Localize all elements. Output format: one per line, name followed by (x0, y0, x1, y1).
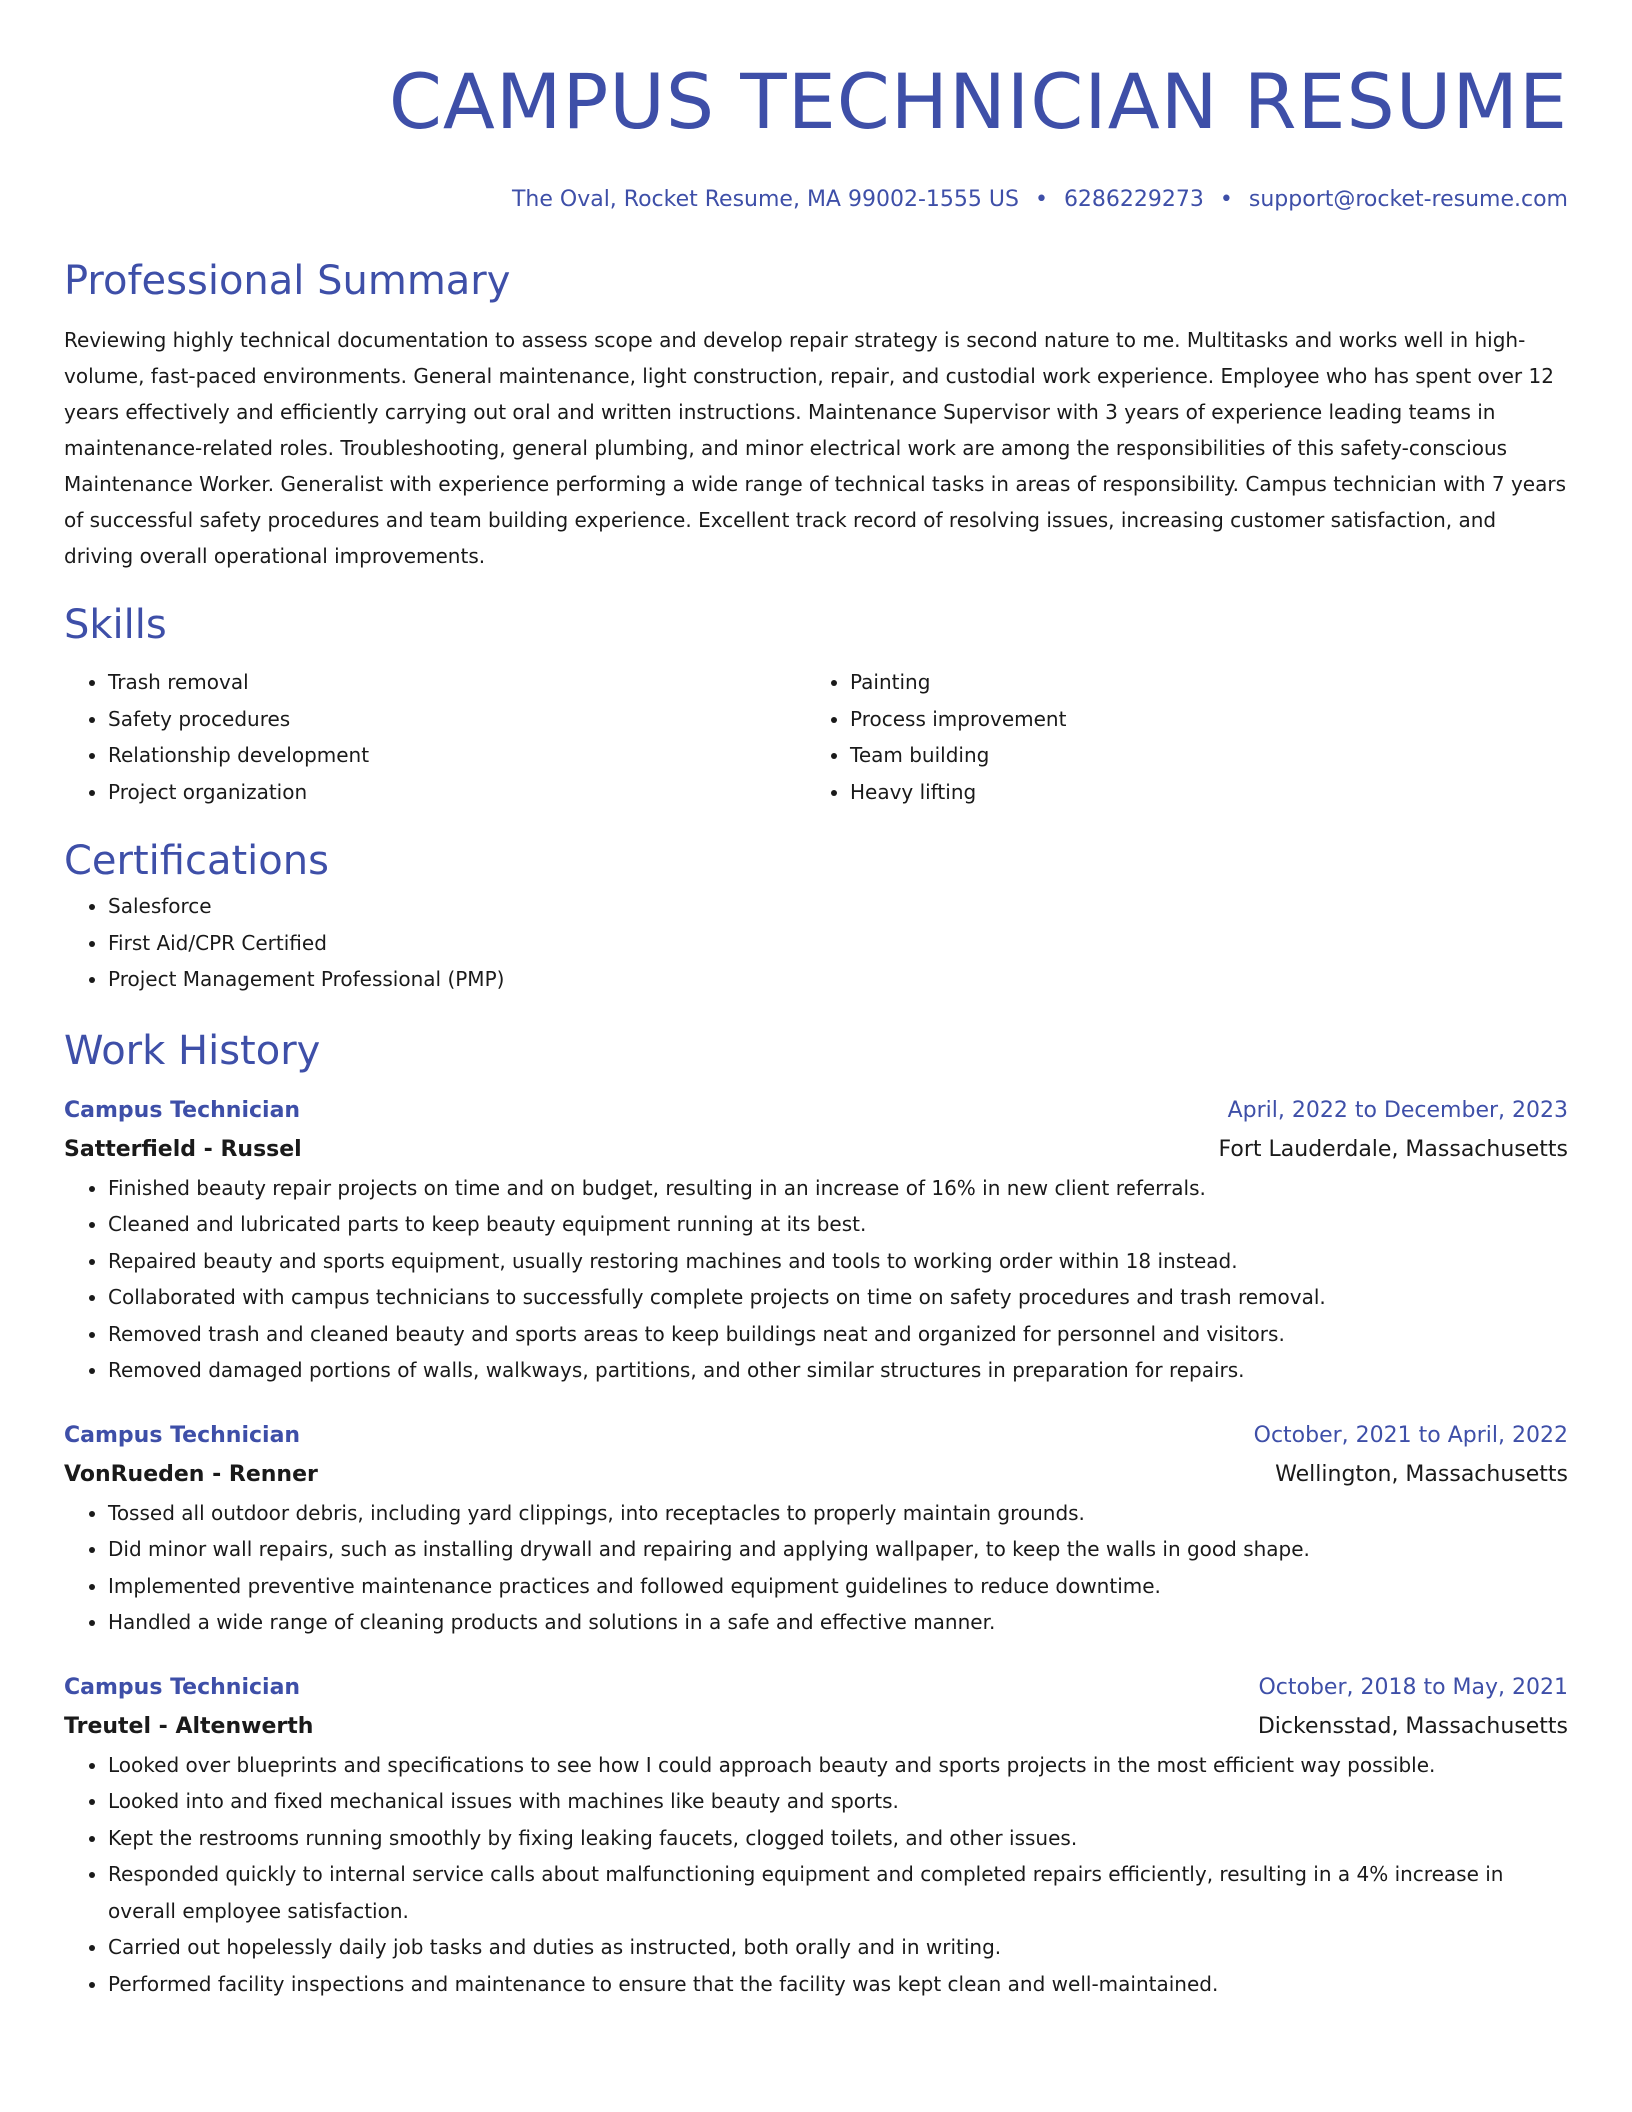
skills-heading: Skills (64, 602, 167, 648)
job-duty: • Removed damaged portions of walls, walkways, partitions, and other similar structures in preparation for repairs. (108, 1352, 1568, 1389)
job-location: Wellington, Massachusetts (1275, 1461, 1568, 1487)
contact-separator: • (1219, 187, 1233, 212)
contact-address: The Oval, Rocket Resume, MA 99002-1555 US (511, 187, 1019, 212)
skill-item: • Safety procedures (108, 701, 806, 738)
certification-item: • First Aid/CPR Certified (108, 925, 1568, 962)
job-duty: • Carried out hopelessly daily job tasks and duties as instructed, both orally and in writing. (108, 1929, 1568, 1966)
summary-text: Reviewing highly technical documentation to assess scope and develop repair strategy is second nature to me. Multitasks and works well in high-volume, fast-paced environments. General maintenance, light construction, repair, and custodial work experience. Employee who has spent over 12 years effectively and efficiently carrying out oral and written instructions. Maintenance Supervisor with 3 years of experience leading teams in maintenance-related roles. Troubleshooting, general plumbing, and minor electrical work are among the responsibilities of this safety-conscious Maintenance Worker. Generalist with experience performing a wide range of technical tasks in areas of responsibility. Campus technician with 7 years of successful safety procedures and team building experience. Excellent track record of resolving issues, increasing customer satisfaction, and driving overall operational improvements. (64, 328, 1567, 568)
job-duty: • Finished beauty repair projects on time and on budget, resulting in an increase of 16% in new client referrals. (108, 1170, 1568, 1207)
skill-item: • Trash removal (108, 664, 806, 701)
job-duty: • Cleaned and lubricated parts to keep beauty equipment running at its best. (108, 1206, 1568, 1243)
resume-title: CAMPUS TECHNICIAN RESUME (388, 57, 1568, 146)
skill-item: • Process improvement (850, 701, 1548, 738)
skill-item: • Relationship development (108, 737, 806, 774)
job-dates: October, 2021 to April, 2022 (1253, 1422, 1568, 1448)
work-history-heading: Work History (64, 1027, 321, 1074)
job-duty: • Responded quickly to internal service calls about malfunctioning equipment and completed repairs efficiently, resulting in a 4% increase in overall employee satisfaction. (108, 1856, 1568, 1929)
skills-column-right (806, 664, 1548, 810)
job-duties (64, 1495, 1568, 1641)
job-dates: April, 2022 to December, 2023 (1227, 1097, 1568, 1123)
job-dates: October, 2018 to May, 2021 (1258, 1674, 1568, 1700)
job-location: Dickensstad, Massachusetts (1257, 1713, 1568, 1739)
job-duty: • Looked over blueprints and specifications to see how I could approach beauty and sports projects in the most efficient way possible. (108, 1747, 1568, 1784)
job-duty: • Implemented preventive maintenance practices and followed equipment guidelines to reduce downtime. (108, 1568, 1568, 1605)
job-duty: • Handled a wide range of cleaning products and solutions in a safe and effective manner. (108, 1604, 1568, 1641)
job-duty: • Looked into and fixed mechanical issues with machines like beauty and sports. (108, 1783, 1568, 1820)
job-duty: • Did minor wall repairs, such as installing drywall and repairing and applying wallpaper, to keep the walls in good shape. (108, 1531, 1568, 1568)
job-entry (64, 1092, 1568, 1389)
contact-separator: • (1034, 187, 1048, 212)
summary-heading: Professional Summary (64, 258, 511, 304)
job-duties (64, 1747, 1568, 2003)
skill-item: • Heavy lifting (850, 774, 1548, 811)
job-title: Campus Technician (64, 1097, 301, 1123)
skill-item: • Painting (850, 664, 1548, 701)
job-duty: • Kept the restrooms running smoothly by fixing leaking faucets, clogged toilets, and other issues. (108, 1820, 1568, 1857)
skill-item: • Project organization (108, 774, 806, 811)
job-title: Campus Technician (64, 1422, 301, 1448)
job-company: VonRueden - Renner (64, 1461, 318, 1487)
job-company: Treutel - Altenwerth (64, 1713, 314, 1739)
job-duty: • Repaired beauty and sports equipment, usually restoring machines and tools to working order within 18 instead. (108, 1243, 1568, 1280)
certifications-list (64, 888, 1568, 998)
job-duty: • Tossed all outdoor debris, including yard clippings, into receptacles to properly maintain grounds. (108, 1495, 1568, 1532)
skills-list (64, 664, 1568, 810)
job-duties (64, 1170, 1568, 1389)
job-location: Fort Lauderdale, Massachusetts (1218, 1136, 1568, 1162)
contact-phone: 6286229273 (1063, 187, 1204, 212)
job-title: Campus Technician (64, 1674, 301, 1700)
job-duty: • Performed facility inspections and maintenance to ensure that the facility was kept clean and well-maintained. (108, 1966, 1568, 2003)
skill-item: • Team building (850, 737, 1548, 774)
contact-line (64, 184, 1568, 216)
certification-item: • Project Management Professional (PMP) (108, 961, 1568, 998)
skills-column-left (64, 664, 806, 810)
job-entry (64, 1669, 1568, 2003)
job-entry (64, 1417, 1568, 1641)
job-company: Satterfield - Russel (64, 1136, 302, 1162)
contact-email: support@rocket-resume.com (1248, 187, 1568, 212)
job-duty: • Collaborated with campus technicians to successfully complete projects on time on safety procedures and trash removal. (108, 1279, 1568, 1316)
certification-item: • Salesforce (108, 888, 1568, 925)
job-duty: • Removed trash and cleaned beauty and sports areas to keep buildings neat and organized for personnel and visitors. (108, 1316, 1568, 1353)
certifications-heading: Certifications (64, 838, 329, 884)
